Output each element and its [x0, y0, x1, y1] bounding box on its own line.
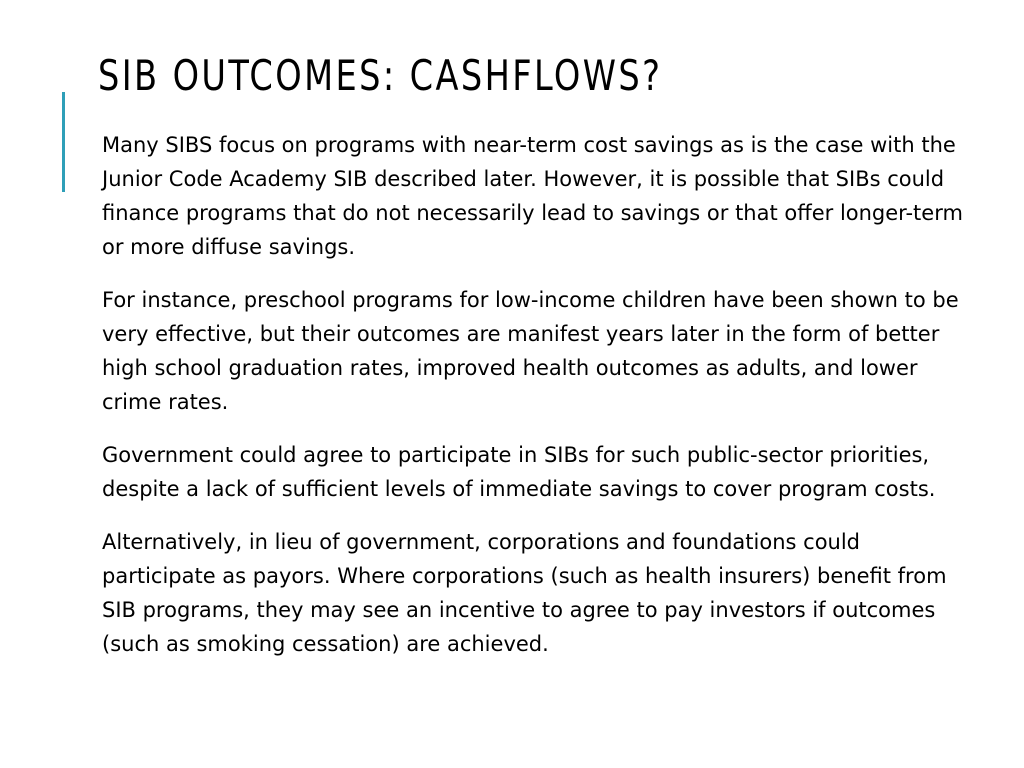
title-accent-bar — [62, 92, 65, 192]
paragraph-near-term-savings: Many SIBS focus on programs with near-term cost savings as is the case with the Junior Code Academy SIB described later. However, it is possible that SIBs could finance programs that do not necessarily lead to savings or that offer longer-term or more diffuse savings. — [102, 133, 963, 259]
paragraph-corporate-payors: Alternatively, in lieu of government, corporations and foundations could participate as payors. Where corporations (such as health insurers) benefit from SIB programs, they may see an incentive to agree to pay investors if outcomes (such as smoking cessation) are achieved. — [102, 530, 947, 656]
slide-title: SIB OUTCOMES: CASHFLOWS? — [98, 51, 663, 100]
slide-body — [102, 128, 972, 680]
paragraph-preschool-example: For instance, preschool programs for low-income children have been shown to be very effective, but their outcomes are manifest years later in the form of better high school graduation rates, improved health outcomes as adults, and lower crime rates. — [102, 288, 959, 414]
paragraph-government-participation: Government could agree to participate in SIBs for such public-sector priorities, despite a lack of sufficient levels of immediate savings to cover program costs. — [102, 443, 936, 501]
